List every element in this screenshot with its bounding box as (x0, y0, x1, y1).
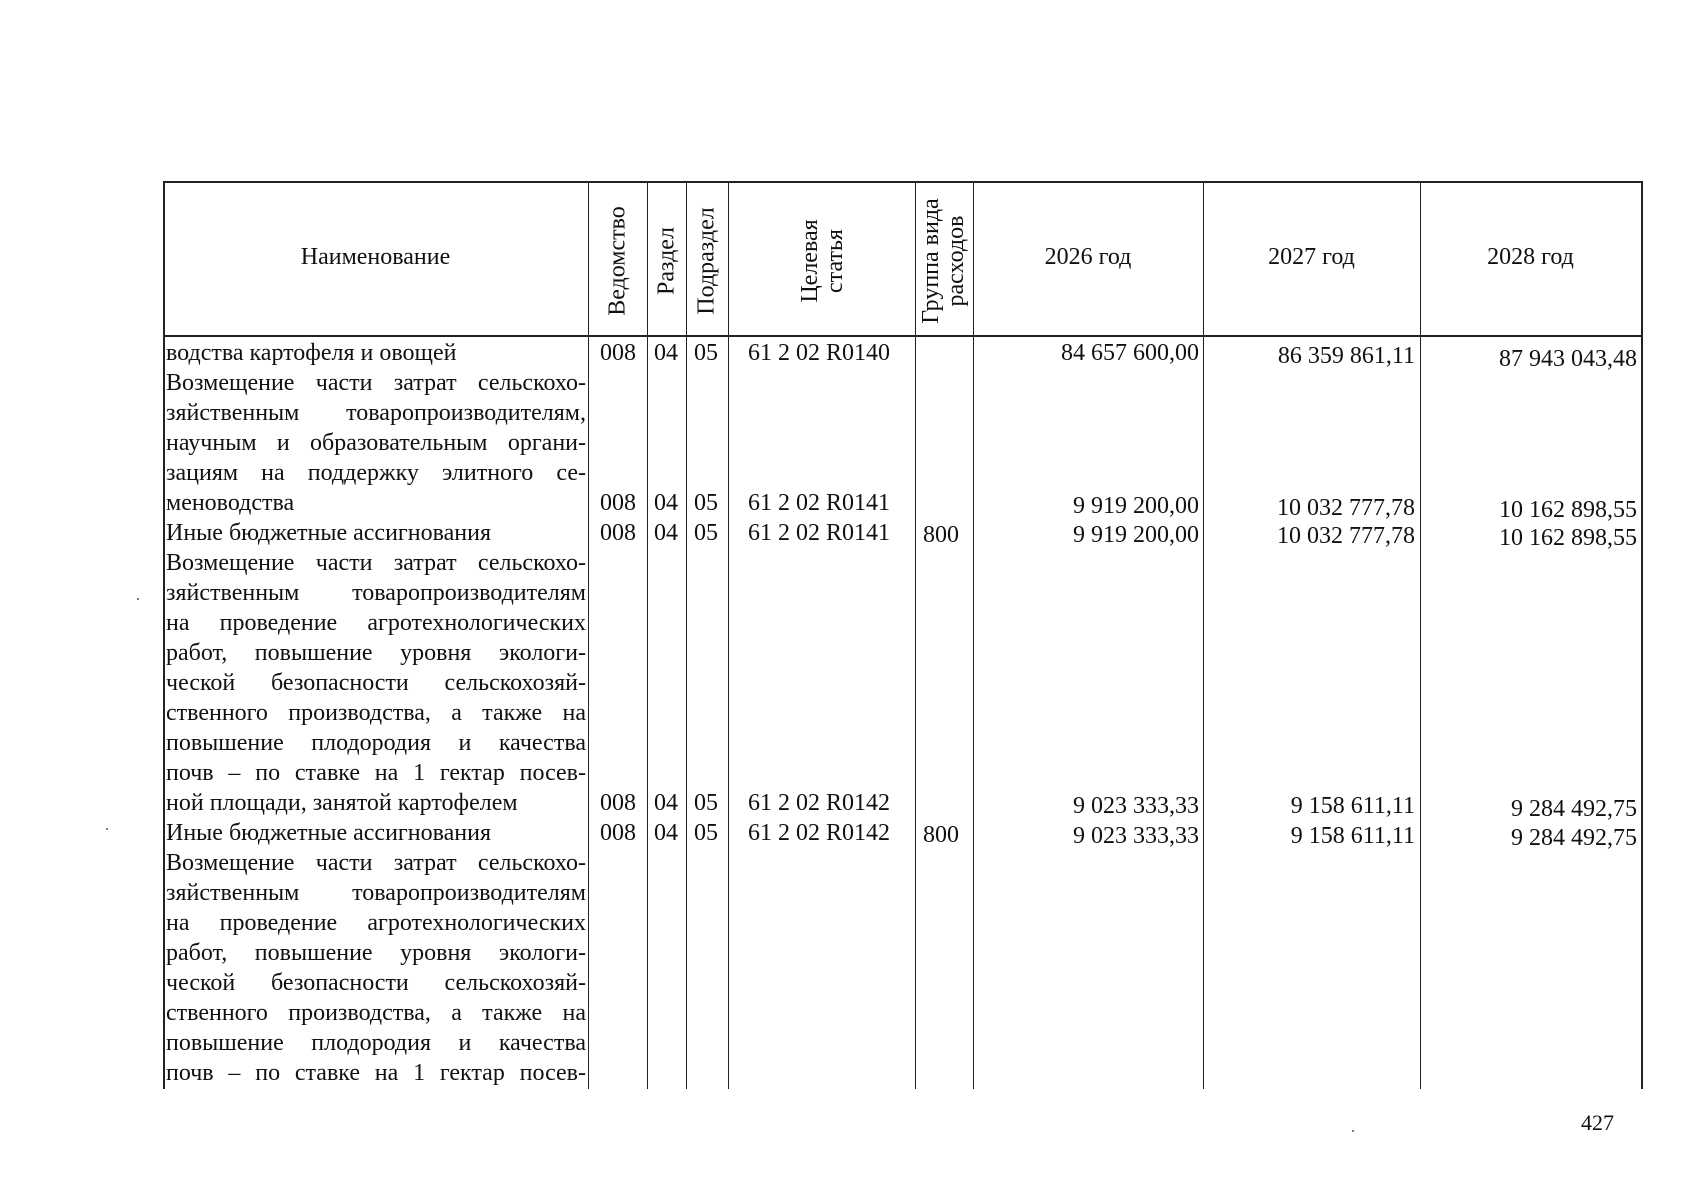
header-year-2026: 2026 год (1044, 244, 1132, 271)
header-gruppa-line2: расходов (943, 215, 969, 307)
cell-2027: 10 032 777,78 (1277, 523, 1415, 549)
name-line: ственного производства, а также на (166, 1000, 586, 1026)
cell-2028: 9 284 492,75 (1511, 796, 1637, 822)
header-bottom-border (163, 335, 1643, 337)
header-name: Наименование (300, 244, 451, 271)
header-vedomstvo: Ведомство (604, 206, 631, 316)
table-row-name (166, 848, 586, 1088)
name-line: ственного производства, а также на (166, 700, 586, 726)
name-line: работ, повышение уровня экологи- (166, 640, 586, 666)
header-celevaya-statya (798, 219, 848, 302)
header-year-2027: 2027 год (1268, 244, 1355, 271)
name-line: зяйственным товаропроизводителям (166, 580, 586, 606)
cell-2026: 9 023 333,33 (1073, 823, 1199, 849)
cell-2027: 9 158 611,11 (1290, 823, 1415, 849)
table-row-name (166, 368, 586, 518)
cell-gruppa-vida: 800 (923, 822, 959, 848)
name-line: работ, повышение уровня экологи- (166, 940, 586, 966)
cell-2026: 9 023 333,33 (1073, 793, 1199, 819)
name-line: меноводства (166, 490, 295, 516)
cell-razdel: 04 (654, 490, 678, 516)
name-line: водства картофеля и овощей (166, 340, 457, 366)
header-gruppa-vida-rashodov (919, 198, 969, 323)
col-sep (915, 181, 916, 1089)
cell-podrazdel: 05 (694, 520, 718, 546)
cell-podrazdel: 05 (694, 820, 718, 846)
name-line: Иные бюджетные ассигнования (166, 520, 491, 546)
name-line: ческой безопасности сельскохозяй- (166, 670, 586, 696)
cell-2028: 10 162 898,55 (1499, 497, 1637, 523)
cell-vedomstvo: 008 (600, 340, 636, 366)
name-line: почв – по ставке на 1 гектар посев- (166, 1060, 586, 1086)
scan-speck (137, 598, 139, 600)
cell-2026: 9 919 200,00 (1073, 493, 1199, 519)
col-sep (728, 181, 729, 1089)
header-celevaya-line2: статья (822, 229, 848, 293)
cell-celevaya-statya: 61 2 02 R0142 (748, 820, 891, 846)
page-number: 427 (1581, 1110, 1614, 1135)
name-line: зяйственным товаропроизводителям (166, 880, 586, 906)
name-line: почв – по ставке на 1 гектар посев- (166, 760, 586, 786)
cell-2027: 10 032 777,78 (1277, 495, 1415, 521)
header-razdel: Раздел (653, 227, 680, 295)
cell-2028: 9 284 492,75 (1511, 825, 1637, 851)
table-row-name (166, 818, 586, 848)
name-line: научным и образовательным органи- (166, 430, 586, 456)
cell-podrazdel: 05 (694, 340, 718, 366)
table-row-name (166, 548, 586, 818)
col-sep (588, 181, 589, 1089)
name-line: ной площади, занятой картофелем (166, 790, 518, 816)
name-line: на проведение агротехнологических (166, 910, 586, 936)
cell-vedomstvo: 008 (600, 490, 636, 516)
header-podrazdel: Подраздел (693, 207, 720, 315)
name-line: Возмещение части затрат сельскохо- (166, 370, 586, 396)
cell-2027: 9 158 611,11 (1290, 793, 1415, 819)
cell-razdel: 04 (654, 820, 678, 846)
header-year-2028: 2028 год (1487, 244, 1574, 271)
name-line: Возмещение части затрат сельскохо- (166, 850, 586, 876)
name-line: зяйственным товаропроизводителям, (166, 400, 586, 426)
header-gruppa-line1: Группа вида (917, 198, 944, 324)
cell-razdel: 04 (654, 520, 678, 546)
name-line: Иные бюджетные ассигнования (166, 820, 491, 846)
cell-podrazdel: 05 (694, 490, 718, 516)
cell-vedomstvo: 008 (600, 520, 636, 546)
cell-podrazdel: 05 (694, 790, 718, 816)
col-sep (686, 181, 687, 1089)
cell-2026: 9 919 200,00 (1073, 522, 1199, 548)
cell-razdel: 04 (654, 340, 678, 366)
cell-celevaya-statya: 61 2 02 R0142 (748, 790, 891, 816)
cell-2027: 86 359 861,11 (1277, 343, 1415, 369)
scan-speck (1352, 1130, 1354, 1132)
scan-speck (106, 828, 108, 830)
cell-vedomstvo: 008 (600, 790, 636, 816)
cell-celevaya-statya: 61 2 02 R0140 (748, 340, 891, 366)
cell-2026: 84 657 600,00 (1061, 340, 1199, 366)
name-line: Возмещение части затрат сельскохо- (166, 550, 586, 576)
col-sep (647, 181, 648, 1089)
name-line: зациям на поддержку элитного се- (166, 460, 586, 486)
budget-table (163, 181, 1643, 1089)
name-line: повышение плодородия и качества (166, 1030, 586, 1056)
cell-2028: 10 162 898,55 (1499, 525, 1637, 551)
name-line: ческой безопасности сельскохозяй- (166, 970, 586, 996)
cell-celevaya-statya: 61 2 02 R0141 (748, 490, 891, 516)
name-line: на проведение агротехнологических (166, 610, 586, 636)
cell-2028: 87 943 043,48 (1499, 346, 1637, 372)
table-row-name (166, 518, 586, 548)
cell-razdel: 04 (654, 790, 678, 816)
cell-gruppa-vida: 800 (923, 522, 959, 548)
table-row-name (166, 338, 586, 368)
table-right-border (1641, 181, 1643, 1089)
name-line: повышение плодородия и качества (166, 730, 586, 756)
cell-vedomstvo: 008 (600, 820, 636, 846)
cell-celevaya-statya: 61 2 02 R0141 (748, 520, 891, 546)
header-celevaya-line1: Целевая (796, 219, 823, 303)
